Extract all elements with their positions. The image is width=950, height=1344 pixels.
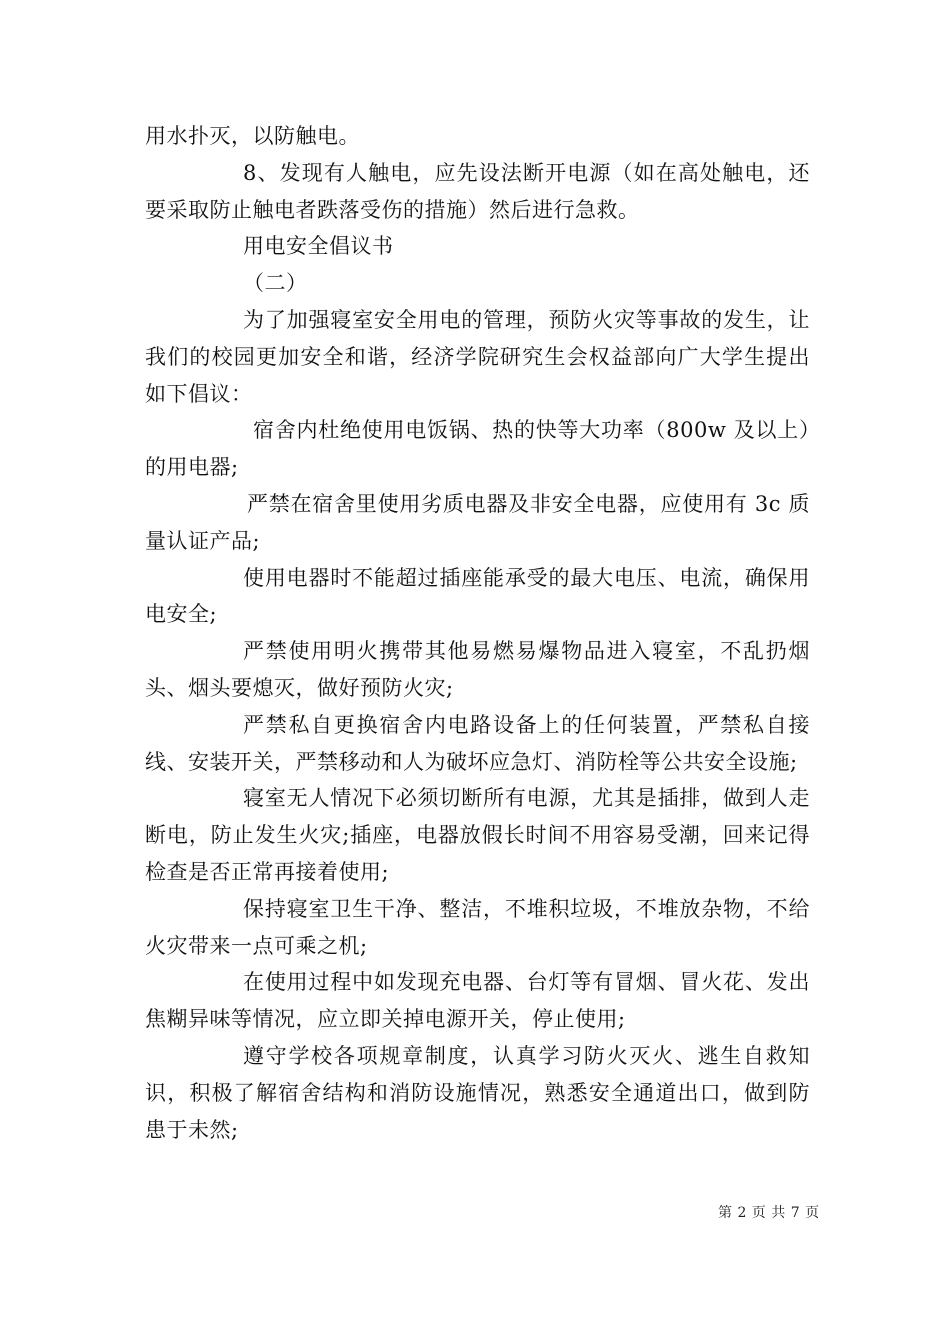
paragraph-rule-3: 使用电器时不能超过插座能承受的最大电压、电流，确保用电安全; [145,565,810,627]
page-number-footer: 第 2 页 共 7 页 [718,1205,820,1221]
paragraph-rule-8: 在使用过程中如发现充电器、台灯等有冒烟、冒火花、发出焦糊异味等情况，应立即关掉电源开关，停止使用; [145,970,810,1032]
document-body [145,118,810,1148]
paragraph-rule-6: 寝室无人情况下必须切断所有电源，尤其是插排，做到人走断电，防止发生火灾;插座，电器放假长时间不用容易受潮，回来记得检查是否正常再接着使用; [145,786,810,884]
paragraph-rule-2: 严禁在宿舍里使用劣质电器及非安全电器，应使用有 3c 质量认证产品; [145,491,810,553]
paragraph-continuation: 用水扑灭，以防触电。 [145,124,360,148]
paragraph-rule-9: 遵守学校各项规章制度，认真学习防火灭火、逃生自救知识，积极了解宿舍结构和消防设施情况，熟悉安全通道出口，做到防患于未然; [145,1043,810,1142]
paragraph-rule-5: 严禁私自更换宿舍内电路设备上的任何装置，严禁私自接线、安装开关，严禁移动和人为破坏应急灯、消防栓等公共安全设施; [145,712,810,774]
paragraph-rule-4: 严禁使用明火携带其他易燃易爆物品进入寝室，不乱扔烟头、烟头要熄灭，做好预防火灾; [145,639,810,700]
paragraph-rule-1: 宿舍内杜绝使用电饭锅、热的快等大功率（800w 及以上）的用电器; [145,418,810,480]
section-number: （二） [243,271,308,296]
paragraph-rule-7: 保持寝室卫生干净、整洁，不堆积垃圾，不堆放杂物，不给火灾带来一点可乘之机; [145,896,810,958]
paragraph-intro: 为了加强寝室安全用电的管理，预防火灾等事故的发生，让我们的校园更加安全和谐，经济学院研究生会权益部向广大学生提出如下倡议： [145,307,810,406]
paragraph-item-8: 8、发现有人触电，应先设法断开电源（如在高处触电，还要采取防止触电者跌落受伤的措施）然后进行急救。 [145,160,810,222]
section-title: 用电安全倡议书 [243,234,394,259]
